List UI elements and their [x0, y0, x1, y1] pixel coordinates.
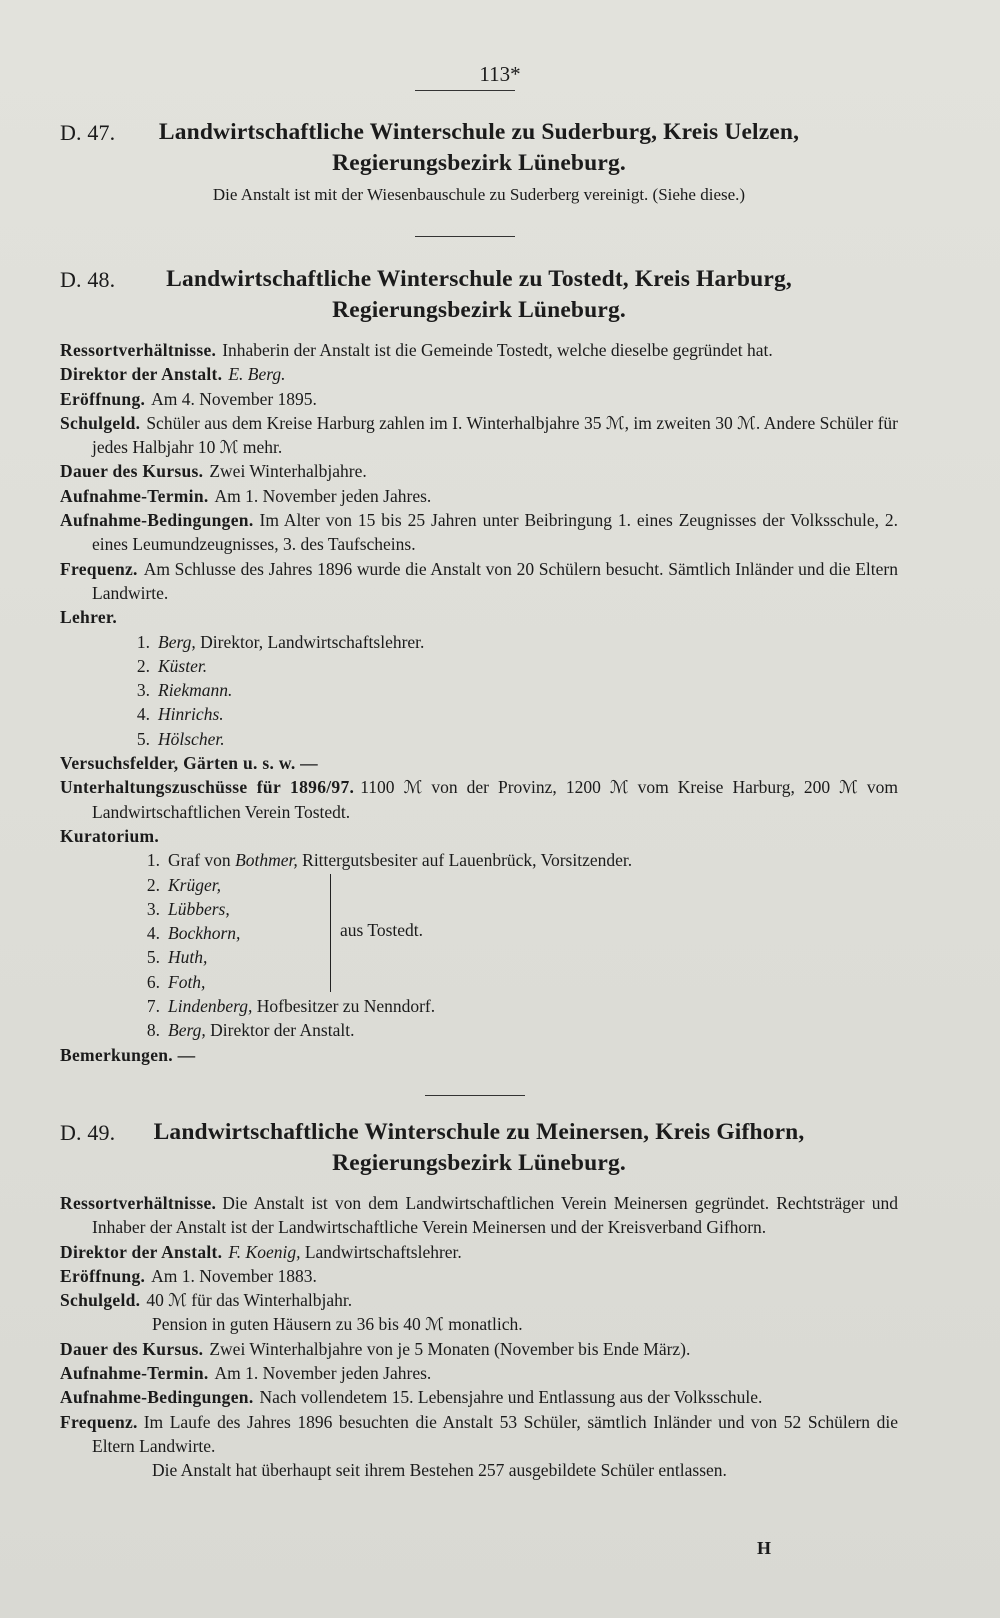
entry-text: Im Laufe des Jahres 1896 besuchten die Anstalt 53 Schüler, sämtlich Inländer und von 52 Schülern die Eltern Landwirte. — [92, 1411, 898, 1456]
entry-label: Eröffnung. — [60, 388, 146, 409]
entry-text: Am 1. November jeden Jahres. — [214, 485, 432, 506]
person-name: Berg, — [158, 631, 196, 652]
item-number: 8. — [146, 1020, 160, 1041]
person-name: Lindenberg, — [168, 996, 253, 1017]
grouping-brace — [330, 874, 332, 992]
item-number: 1. — [146, 850, 160, 871]
person-role: Direktor, Landwirtschaftslehrer. — [195, 631, 425, 652]
entry-ressort — [60, 1191, 898, 1240]
entry-schulgeld — [60, 411, 898, 460]
item-number: 4. — [146, 923, 160, 944]
entry-label: Aufnahme-Termin. — [60, 1363, 209, 1384]
lehrer-list — [60, 630, 898, 751]
list-item — [60, 848, 898, 872]
entry-label: Ressortverhältnisse. — [60, 1193, 217, 1213]
page-number-rule — [415, 90, 515, 91]
person-name: Krüger, — [168, 874, 221, 895]
page-number: 113* — [479, 62, 521, 86]
list-item — [60, 702, 898, 726]
title-line-1: Landwirtschaftliche Winterschule zu Tostedt, Kreis Harburg, — [166, 266, 792, 292]
list-item — [60, 873, 898, 897]
section-d47-title — [60, 117, 898, 179]
section-d48-title — [60, 264, 898, 326]
entry-text: Am Schlusse des Jahres 1896 wurde die Anstalt von 20 Schülern besucht. Sämtlich Inländer und die Eltern Landwirte. — [92, 558, 898, 603]
entry-label: Bemerkungen. — — [60, 1044, 196, 1065]
list-item — [60, 1018, 898, 1042]
list-item — [60, 945, 898, 969]
title-line-1: Landwirtschaftliche Winterschule zu Meinersen, Kreis Gifhorn, — [153, 1119, 805, 1145]
section-number: D. 48. — [60, 267, 116, 292]
entry-text: Im Alter von 15 bis 25 Jahren unter Beibringung 1. eines Zeugnisses der Volksschule, 2. eines Leumundzeugnisses, 3. des Taufscheins. — [92, 510, 898, 555]
entry-termin — [60, 1361, 898, 1385]
list-item — [60, 678, 898, 702]
person-name: Bothmer, — [235, 850, 298, 871]
kuratorium-block — [60, 848, 898, 1042]
item-number: 7. — [146, 996, 160, 1017]
entry-kuratorium — [60, 824, 898, 848]
entry-label: Schulgeld. — [60, 1290, 141, 1311]
signature-mark: H — [757, 1538, 772, 1558]
person-role: Hofbesitzer zu Nenndorf. — [252, 996, 436, 1017]
person-name: Hinrichs. — [158, 704, 224, 725]
section-d49 — [60, 1117, 898, 1483]
entry-label: Frequenz. — [60, 1411, 138, 1432]
entry-label: Unterhaltungszuschüsse für 1896/97. — [60, 777, 355, 798]
entry-text: 1100 ℳ von der Provinz, 1200 ℳ vom Kreise Harburg, 200 ℳ vom Landwirtschaftlichen Verein Tostedt. — [92, 777, 898, 822]
entry-text: Am 1. November 1883. — [151, 1265, 317, 1286]
entry-text: Zwei Winterhalbjahre. — [209, 461, 367, 482]
list-item — [60, 727, 898, 751]
person-name: Bockhorn, — [168, 923, 241, 944]
entry-dauer — [60, 459, 898, 483]
item-number: 1. — [136, 631, 150, 652]
section-number: D. 49. — [60, 1120, 116, 1145]
item-number: 5. — [146, 947, 160, 968]
entry-bedingungen — [60, 1385, 898, 1409]
entry-text: Zwei Winterhalbjahre von je 5 Monaten (November bis Ende März). — [209, 1338, 691, 1359]
brace-label: aus Tostedt. — [340, 920, 424, 941]
entry-direktor — [60, 1240, 898, 1264]
person-name: Foth, — [168, 971, 206, 992]
entry-text: Am 1. November jeden Jahres. — [214, 1363, 432, 1384]
entry-termin — [60, 484, 898, 508]
entry-eroeffnung — [60, 1264, 898, 1288]
item-number: 6. — [146, 971, 160, 992]
person-role: Rittergutsbesiter auf Lauenbrück, Vorsitzender. — [297, 850, 633, 871]
list-item — [60, 970, 898, 994]
kuratorium-list — [60, 848, 898, 1042]
item-number: 2. — [136, 655, 150, 676]
entry-ressort — [60, 338, 898, 362]
person-name: Hölscher. — [158, 728, 225, 749]
title-line-2: Regierungsbezirk Lüneburg. — [332, 1150, 626, 1176]
entry-bedingungen — [60, 508, 898, 557]
list-item — [60, 654, 898, 678]
item-number: 3. — [136, 680, 150, 701]
title-line-2: Regierungsbezirk Lüneburg. — [332, 297, 626, 323]
list-item — [60, 897, 898, 921]
section-divider — [425, 1095, 525, 1096]
list-item — [60, 921, 898, 945]
entry-eroeffnung — [60, 387, 898, 411]
entry-text: 40 ℳ für das Winterhalbjahr. — [146, 1290, 353, 1311]
entry-label: Versuchsfelder, Gärten u. s. w. — — [60, 753, 318, 774]
entry-bemerkungen — [60, 1043, 898, 1067]
entry-versuchsfelder — [60, 751, 898, 775]
person-name: Berg, — [168, 1020, 206, 1041]
entry-text: Schüler aus dem Kreise Harburg zahlen im I. Winterhalbjahre 35 ℳ, im zweiten 30 ℳ. Andere Schüler für jedes Halbjahr 10 ℳ mehr. — [92, 412, 898, 458]
entry-label: Dauer des Kursus. — [60, 461, 204, 482]
entry-text: Die Anstalt ist von dem Landwirtschaftlichen Verein Meinersen gegründet. Rechtsträger und Inhaber der Anstalt ist der Landwirtschaftliche Verein Meinersen und der Kreisverband Gifhorn. — [92, 1193, 898, 1238]
item-number: 5. — [136, 728, 150, 749]
person-prefix: Graf von — [168, 850, 236, 871]
item-number: 3. — [146, 898, 160, 919]
person-name: Huth, — [168, 947, 208, 968]
entry-dauer — [60, 1337, 898, 1361]
title-line-1: Landwirtschaftliche Winterschule zu Suderburg, Kreis Uelzen, — [158, 119, 800, 145]
section-d47-note: Die Anstalt ist mit der Wiesenbauschule zu Suderberg vereinigt. (Siehe diese.) — [212, 185, 746, 204]
section-number: D. 47. — [60, 120, 116, 145]
entry-label: Frequenz. — [60, 558, 138, 579]
entry-pension: Pension in guten Häusern zu 36 bis 40 ℳ monatlich. — [152, 1314, 523, 1335]
item-number: 4. — [136, 704, 150, 725]
section-d48 — [60, 264, 898, 1067]
direktor-name: E. Berg. — [228, 364, 286, 385]
entry-label: Kuratorium. — [60, 825, 160, 846]
entry-label: Dauer des Kursus. — [60, 1338, 204, 1359]
person-role: Direktor der Anstalt. — [205, 1020, 355, 1041]
section-divider — [415, 236, 515, 237]
entry-ausgebildet: Die Anstalt hat überhaupt seit ihrem Bestehen 257 ausgebildete Schüler entlassen. — [152, 1460, 727, 1481]
direktor-role: Landwirtschaftslehrer. — [304, 1241, 462, 1262]
section-d49-title — [60, 1117, 898, 1179]
entry-label: Lehrer. — [60, 607, 118, 628]
entry-frequenz — [60, 1410, 898, 1459]
entry-label: Schulgeld. — [60, 412, 141, 433]
person-name: Riekmann. — [158, 680, 233, 701]
title-line-2: Regierungsbezirk Lüneburg. — [332, 150, 626, 176]
person-name: Lübbers, — [168, 898, 230, 919]
entry-unterhaltung — [60, 775, 898, 824]
entry-label: Aufnahme-Bedingungen. — [60, 1387, 254, 1408]
direktor-name: F. Koenig, — [228, 1241, 301, 1262]
person-name: Küster. — [158, 655, 208, 676]
entry-label: Eröffnung. — [60, 1265, 146, 1286]
entry-frequenz — [60, 557, 898, 606]
entry-label: Direktor der Anstalt. — [60, 1241, 223, 1262]
entry-text: Inhaberin der Anstalt ist die Gemeinde Tostedt, welche dieselbe gegründet hat. — [222, 340, 773, 360]
entry-lehrer — [60, 605, 898, 629]
item-number: 2. — [146, 874, 160, 895]
entry-text: Nach vollendetem 15. Lebensjahre und Entlassung aus der Volksschule. — [259, 1387, 763, 1408]
entry-schulgeld — [60, 1288, 898, 1312]
entry-label: Ressortverhältnisse. — [60, 340, 217, 360]
entry-label: Aufnahme-Bedingungen. — [60, 510, 254, 531]
entry-text: Am 4. November 1895. — [151, 388, 317, 409]
list-item — [60, 994, 898, 1018]
section-d47 — [60, 117, 898, 205]
entry-direktor — [60, 362, 898, 386]
entry-label: Aufnahme-Termin. — [60, 485, 209, 506]
entry-label: Direktor der Anstalt. — [60, 364, 223, 385]
list-item — [60, 630, 898, 654]
